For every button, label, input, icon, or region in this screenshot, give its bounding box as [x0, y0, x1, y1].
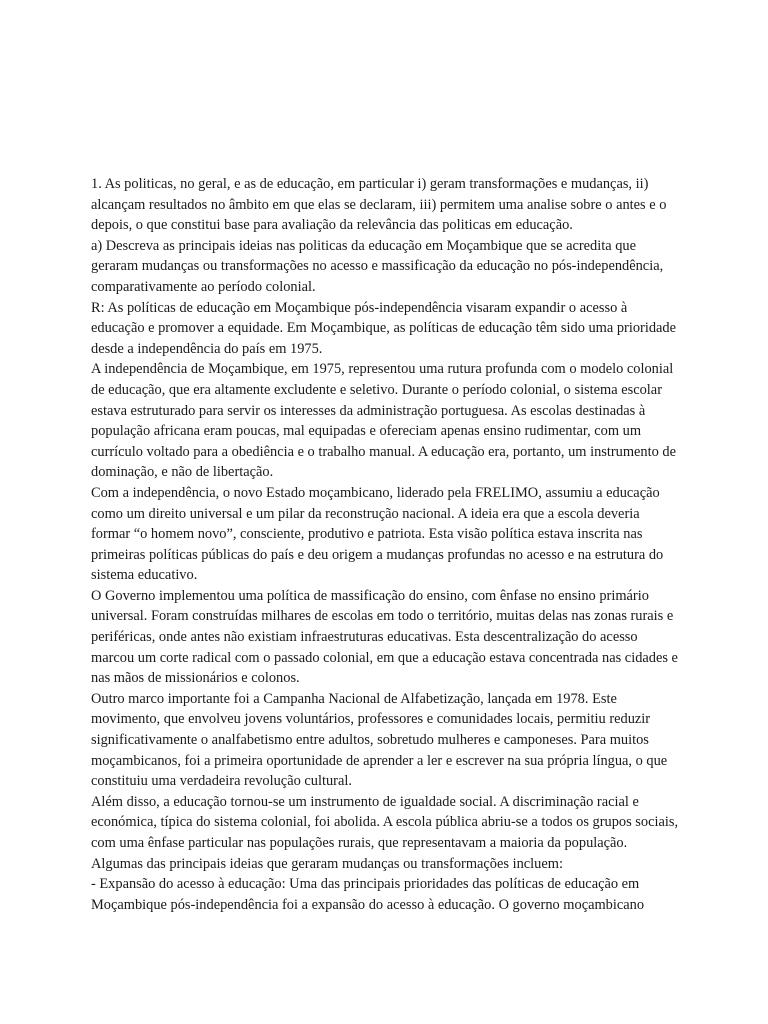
document-body [91, 174, 681, 915]
answer-paragraph: R: As políticas de educação em Moçambique pós-independência visaram expandir o acesso à educação e promover a equidade. Em Moçambique, as políticas de educação têm sido uma prioridade desde a independência do país em 1975. [91, 299, 676, 357]
body-paragraph: A independência de Moçambique, em 1975, representou uma rutura profunda com o modelo colonial de educação, que era altamente excludente e seletivo. Durante o período colonial, o sistema escolar estava estruturado para servir os interesses da administração portuguesa. As escolas destinadas à população africana eram poucas, mal equipadas e ofereciam apenas ensino rudimentar, com um currículo voltado para a obediência e o trabalho manual. A educação era, portanto, um instrumento de dominação, e não de libertação. [91, 361, 676, 481]
body-paragraph: Com a independência, o novo Estado moçambicano, liderado pela FRELIMO, assumiu a educação como um direito universal e um pilar da reconstrução nacional. A ideia era que a escola deveria formar “o homem novo”, consciente, produtivo e patriota. Esta visão política estava inscrita nas primeiras políticas públicas do país e deu origem a mudanças profundas no acesso e na estrutura do sistema educativo. [91, 484, 664, 584]
question-a-paragraph: a) Descreva as principais ideias nas politicas da educação em Moçambique que se acredita que geraram mudanças ou transformações no acesso e massificação da educação no pós-independência, comparativamente ao período colonial. [91, 237, 664, 295]
body-paragraph: Algumas das principais ideias que geraram mudanças ou transformações incluem: [91, 855, 563, 872]
body-paragraph: Outro marco importante foi a Campanha Nacional de Alfabetização, lançada em 1978. Este movimento, que envolveu jovens voluntários, professores e comunidades locais, permitiu reduzir significativamente o analfabetismo entre adultos, sobretudo mulheres e camponeses. Para muitos moçambicanos, foi a primeira oportunidade de aprender a ler e escrever na sua própria língua, o que constituiu uma verdadeira revolução cultural. [91, 690, 668, 790]
list-item-paragraph: - Expansão do acesso à educação: Uma das principais prioridades das políticas de educação em Moçambique pós-independência foi a expansão do acesso à educação. O governo moçambicano [91, 876, 645, 913]
body-paragraph: O Governo implementou uma política de massificação do ensino, com ênfase no ensino primário universal. Foram construídas milhares de escolas em todo o território, muitas delas nas zonas rurais e periféricas, onde antes não existiam infraestruturas educativas. Esta descentralização do acesso marcou um corte radical com o passado colonial, em que a educação estava concentrada nas cidades e nas mãos de missionários e colonos. [91, 587, 678, 687]
question-intro-paragraph: 1. As politicas, no geral, e as de educação, em particular i) geram transformações e mudanças, ii) alcançam resultados no âmbito em que elas se declaram, iii) permitem uma analise sobre o antes e o depois, o que constitui base para avaliação da relevância das politicas em educação. [91, 176, 667, 234]
body-paragraph: Além disso, a educação tornou-se um instrumento de igualdade social. A discriminação racial e económica, típica do sistema colonial, foi abolida. A escola pública abriu-se a todos os grupos sociais, com uma ênfase particular nas populações rurais, que representavam a maioria da população. [91, 793, 679, 851]
